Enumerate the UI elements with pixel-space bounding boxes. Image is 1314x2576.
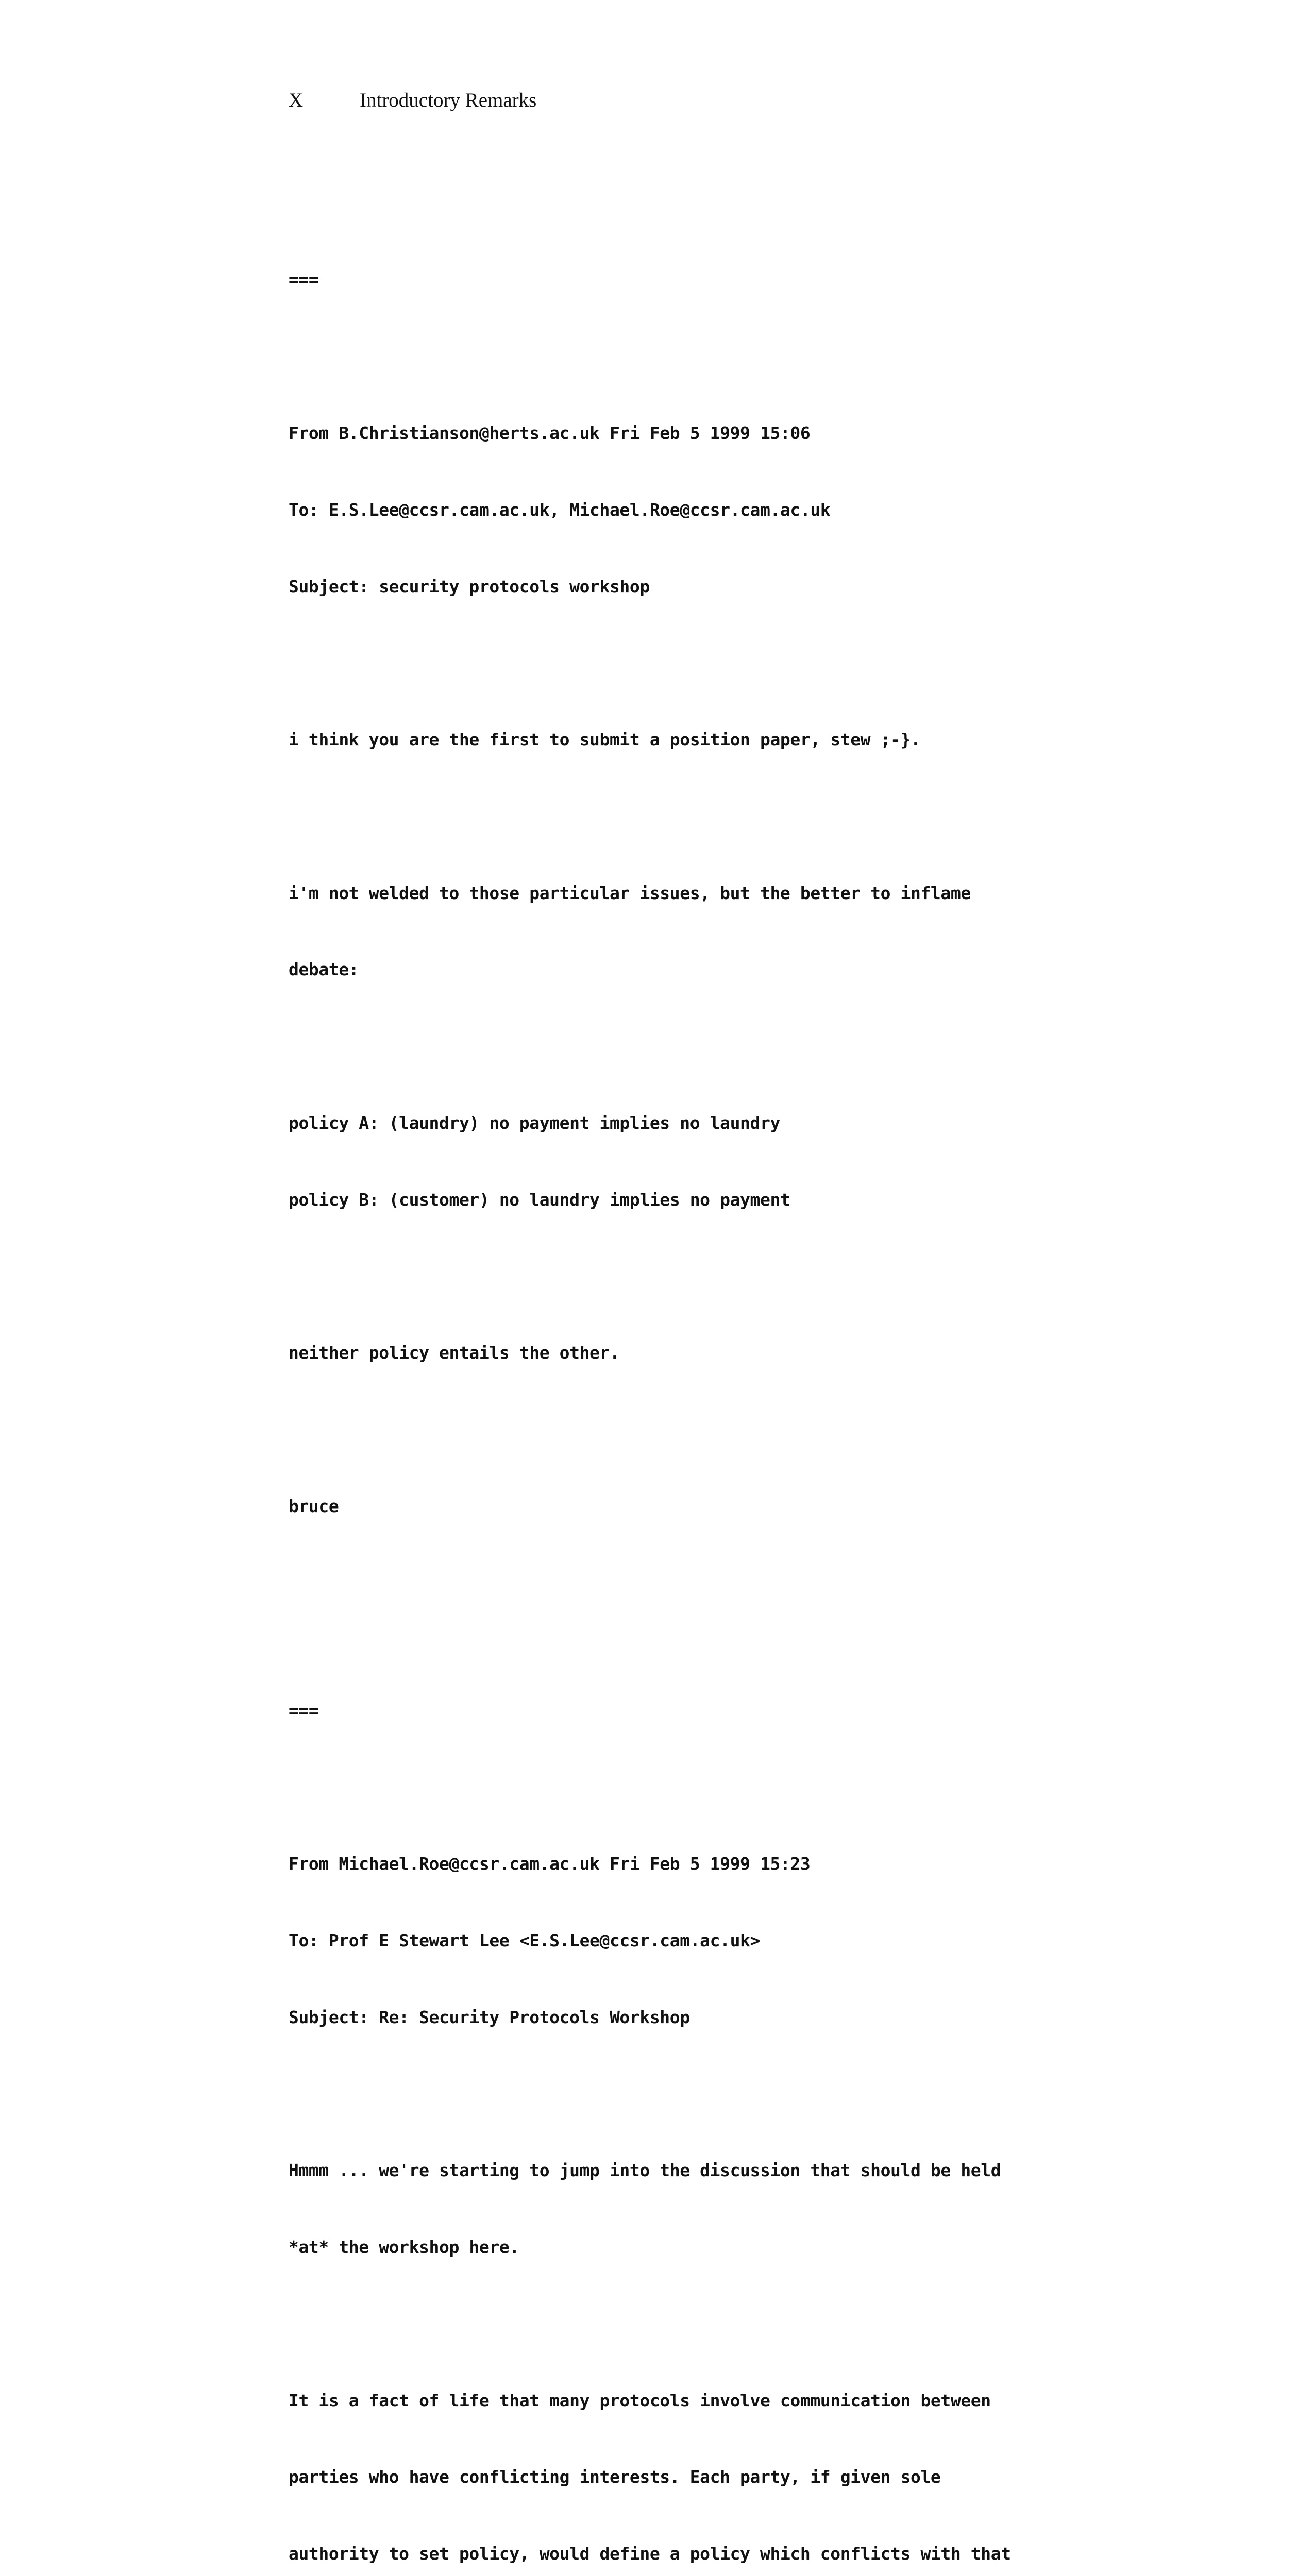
email-from-line: From B.Christianson@herts.ac.uk Fri Feb 5 1999 15:06 (289, 422, 811, 443)
email-signature: bruce (289, 1496, 339, 1516)
email-body-line: *at* the workshop here. (289, 2237, 519, 2258)
email-body-line: Hmmm ... we're starting to jump into the discussion that should be held (289, 2160, 1001, 2181)
email-body-line: policy A: (laundry) no payment implies no laundry (289, 1112, 780, 1133)
email-from-line: From Michael.Roe@ccsr.cam.ac.uk Fri Feb 5 1999 15:23 (289, 1854, 811, 1874)
email-to-line: To: E.S.Lee@ccsr.cam.ac.uk, Michael.Roe@ccsr.cam.ac.uk (289, 499, 831, 520)
email-body-line: i'm not welded to those particular issues, but the better to inflame (289, 883, 971, 903)
email-body-line: policy B: (customer) no laundry implies no payment (289, 1189, 790, 1210)
email-subject-line: Subject: security protocols workshop (289, 576, 650, 597)
running-head (289, 85, 536, 116)
section-title: Introductory Remarks (360, 89, 537, 111)
email-body-line: parties who have conflicting interests. Each party, if given sole (289, 2467, 941, 2487)
message-separator: === (289, 269, 319, 290)
email-subject-line: Subject: Re: Security Protocols Workshop (289, 2007, 690, 2027)
email-body-line: i think you are the first to submit a position paper, stew ;-}. (289, 730, 921, 750)
message-separator: === (289, 1700, 319, 1721)
email-body-line: It is a fact of life that many protocols involve communication between (289, 2390, 991, 2411)
email-to-line: To: Prof E Stewart Lee <E.S.Lee@ccsr.cam.ac.uk> (289, 1930, 760, 1951)
email-body-line: authority to set policy, would define a policy which conflicts with that (289, 2544, 1011, 2564)
email-thread (289, 165, 1195, 2576)
email-body-line: debate: (289, 959, 359, 980)
email-body-line: neither policy entails the other. (289, 1343, 620, 1363)
page-number: X (289, 89, 304, 111)
